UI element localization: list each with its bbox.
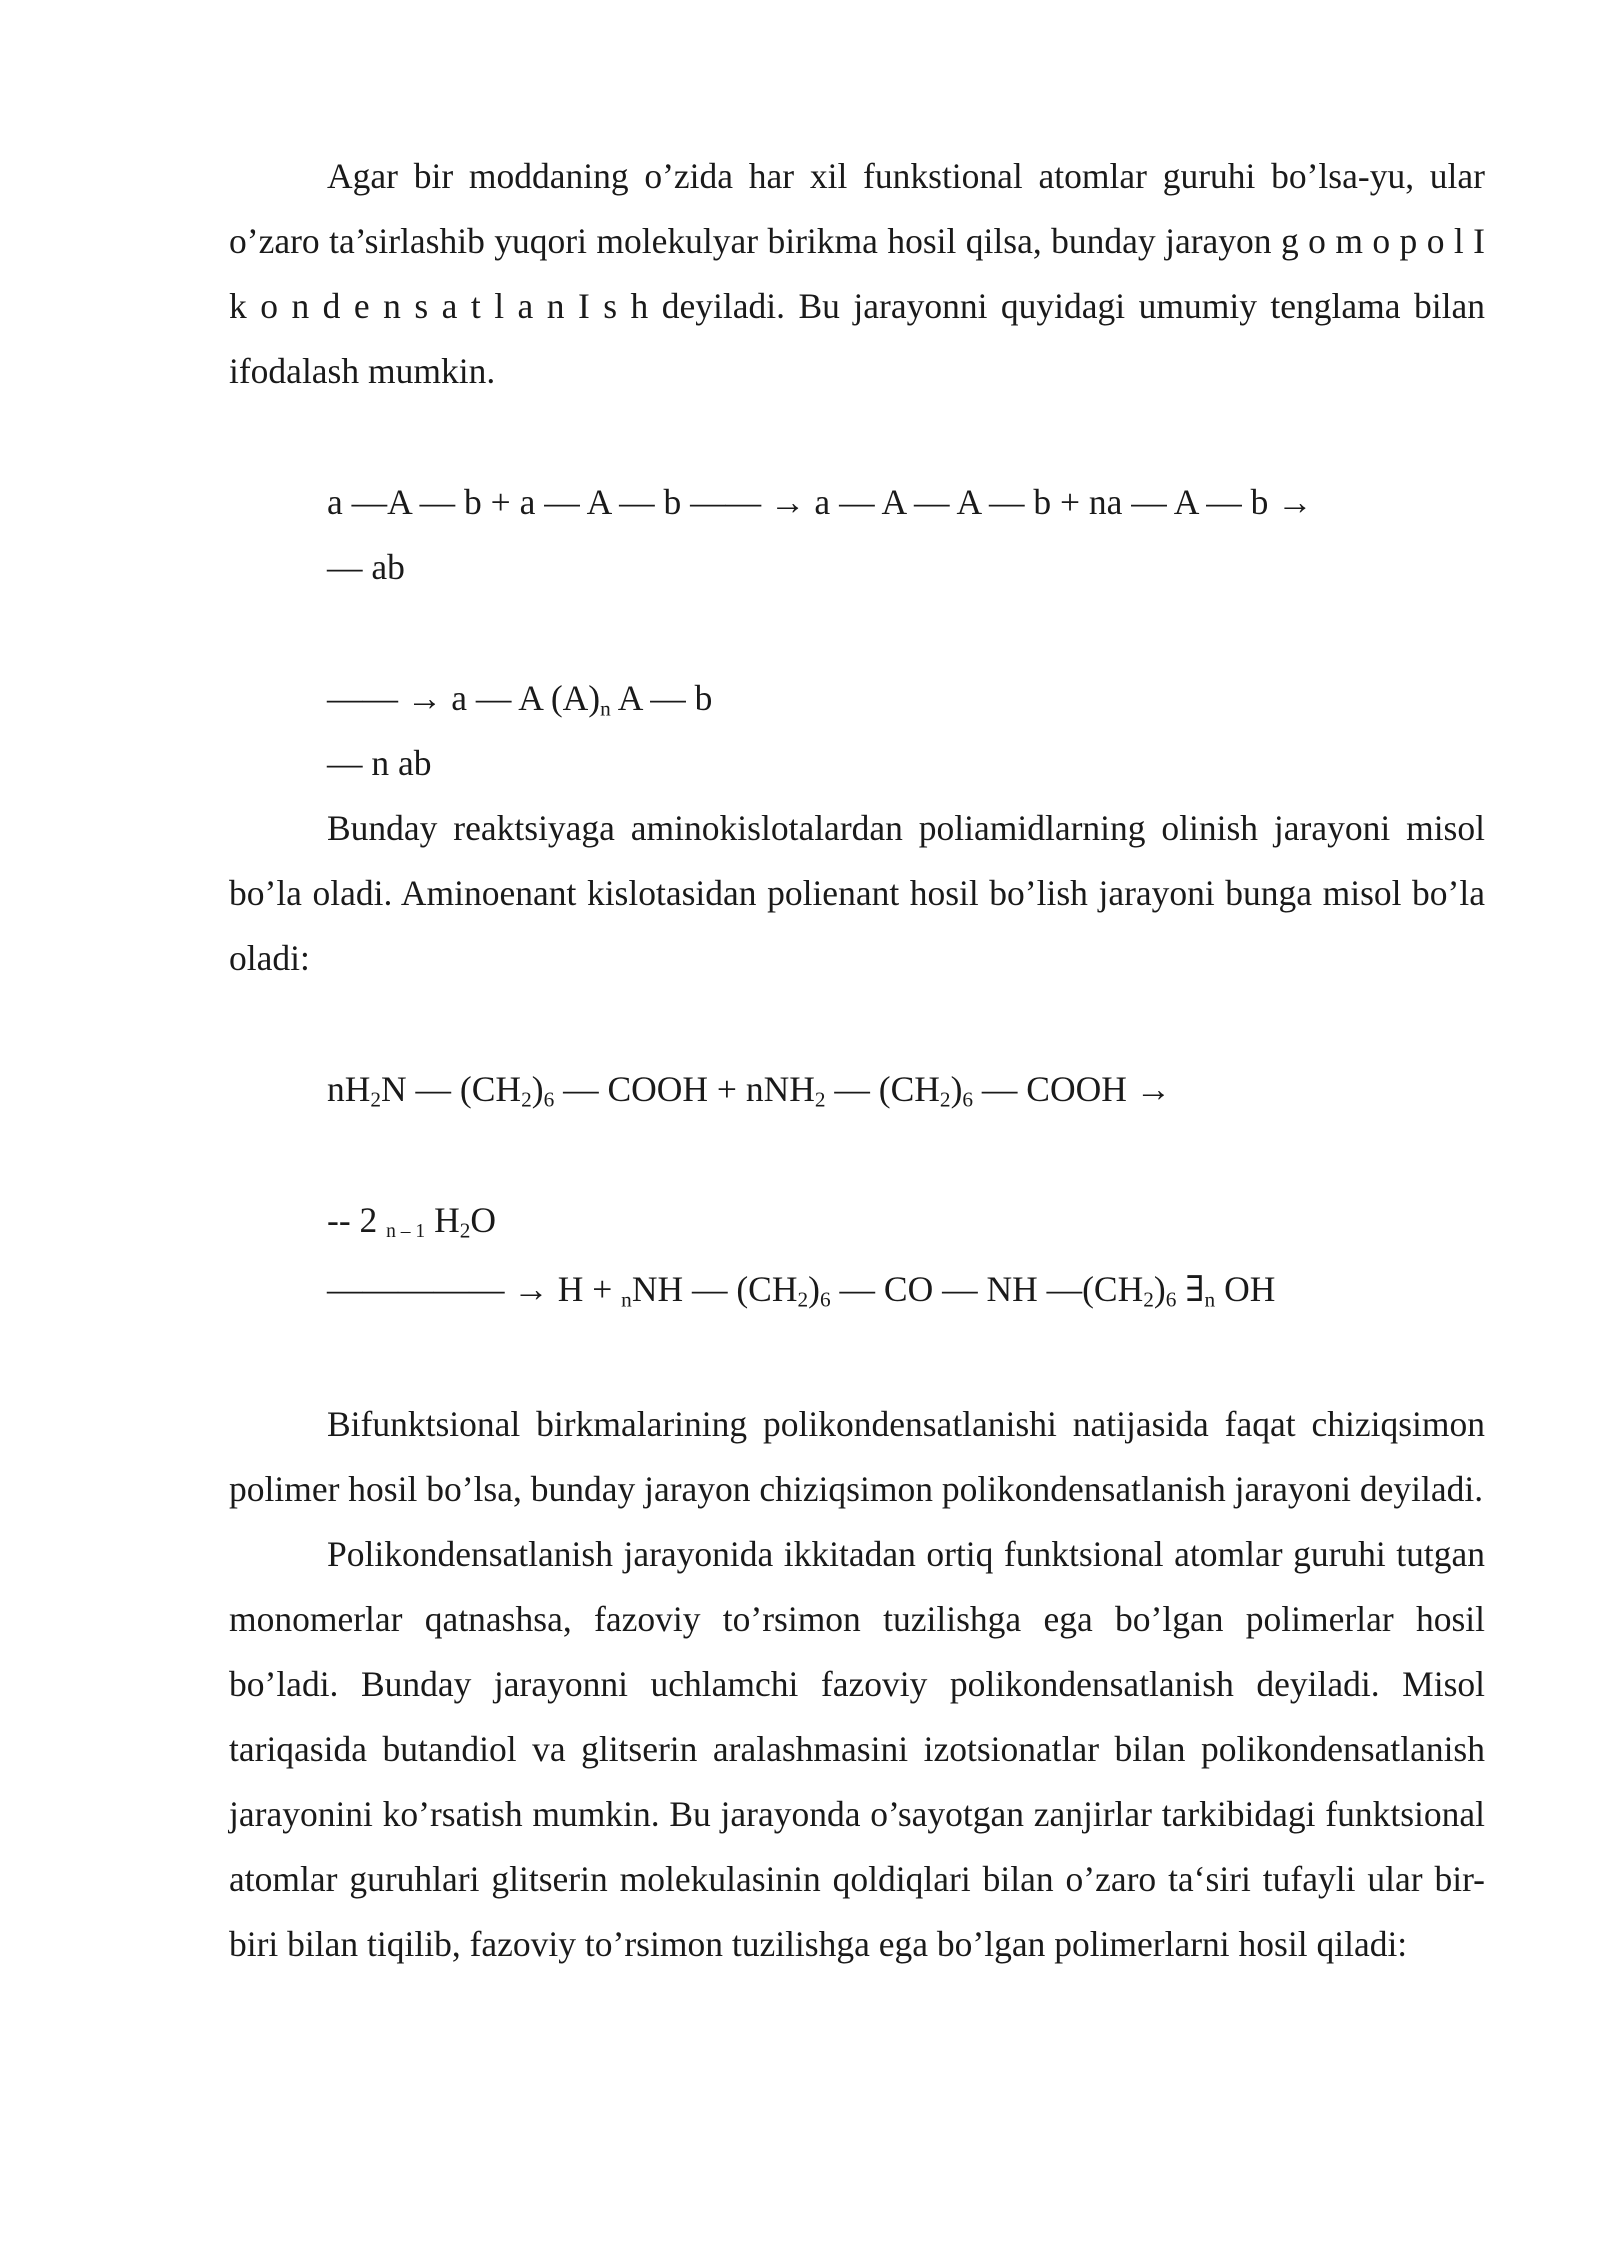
eq3-b3: ) [808,1269,820,1309]
eq3-a-small: n – 1 [386,1220,426,1242]
eq3-b2: NH — (CH [631,1269,798,1309]
eq3-a1: -- 2 [327,1200,387,1240]
eq3-b-sub-n: n [621,1287,632,1312]
eq3-b7: OH [1215,1269,1276,1309]
equation-3-line-1 [327,1188,496,1253]
eq1-l3-a: —— → a — A (A) [327,678,601,718]
eq3-b4: — CO — NH —(CH [830,1269,1144,1309]
eq3-a2: H [425,1200,460,1240]
eq3-b-s3: 2 [1143,1287,1154,1312]
eq3-a3: O [470,1200,496,1240]
eq3-a-sub: 2 [459,1218,471,1243]
eq2-s2: 2 [521,1087,532,1112]
eq3-b-s5: n [1204,1287,1216,1312]
eq1-l3-sub: n [600,696,611,721]
paragraph-4: Polikondensatlanish jarayonida ikkitadan ortiq funktsional atomlar guruhi tutgan monomerlar qatnashsa, fazoviy to’rsimon tuzilishga ega bo’lgan polimerlar hosil bo’ladi. Bunday jarayonni uchlamchi fazoviy polikondensatlanish deyiladi. Misol tariqasida butandiol va glitserin aralashmasini izotsionatlar bilan polikondensatlanish jarayonini ko’rsatish mumkin. Bu jarayonda o’sayotgan zanjirlar tarkibidagi funktsional atomlar guruhlari glitserin molekulasinin qoldiqlari bilan o’zaro ta‘siri tufayli ular bir-biri bilan tiqilib, fazoviy to’rsimon tuzilishga ega bo’lgan polimerlarni hosil qiladi: [229,1534,1485,1964]
eq2-s1: 2 [370,1087,382,1112]
eq2-t6: ) [950,1069,963,1109]
eq2-s4: 2 [814,1087,826,1112]
eq2-t5: — (CH [825,1069,940,1109]
eq3-b1: ————— → H + [327,1269,622,1309]
eq3-b6: ∃ [1176,1269,1205,1309]
paragraph-3: Bifunktsional birkmalarining polikondensatlanishi natijasida faqat chiziqsimon polimer hosil bo’lsa, bunday jarayon chiziqsimon polikondensatlanish jarayoni deyiladi. [229,1404,1485,1509]
paragraph-1-block [229,144,1485,404]
eq2-t1: nH [327,1069,371,1109]
eq2-t7: — COOH → [973,1069,1172,1109]
equation-1-line-4: — n ab [327,743,432,783]
equation-1-line-3 [327,666,712,731]
eq3-b-s4: 6 [1165,1287,1177,1312]
eq2-t3: ) [531,1069,544,1109]
eq2-s3: 6 [543,1087,555,1112]
paragraph-2-block [229,796,1485,991]
eq2-s6: 6 [962,1087,974,1112]
paragraph-3-4-block [229,1392,1485,1977]
equation-1-line-1: a —A — b + a — A — b —— → a — A — A — b + na — A — b → [327,482,1313,522]
eq3-b-s2: 6 [819,1287,831,1312]
eq2-t4: — COOH + nNH [554,1069,815,1109]
eq2-t2: N — (CH [381,1069,522,1109]
equation-2 [327,1057,1171,1122]
paragraph-2: Bunday reaktsiyaga aminokislotalardan poliamidlarning olinish jarayoni misol bo’la oladi. Aminoenant kislotasidan polienant hosil bo’lish jarayoni bunga misol bo’la oladi: [229,808,1485,978]
equation-1-line-2: — ab [327,547,405,587]
equation-3-line-2 [327,1257,1275,1322]
eq1-l3-b: A — b [610,678,713,718]
paragraph-1: Agar bir moddaning o’zida har xil funkstional atomlar guruhi bo’lsa-yu, ular o’zaro ta’sirlashib yuqori molekulyar birikma hosil qilsa, bunday jarayon g o m o p o l I k o n d e n s a t l a n I s h deyiladi. Bu jarayonni quyidagi umumiy tenglama bilan ifodalash mumkin. [229,156,1485,391]
eq2-s5: 2 [939,1087,951,1112]
eq3-b5: ) [1153,1269,1166,1309]
eq3-b-s1: 2 [797,1287,809,1312]
